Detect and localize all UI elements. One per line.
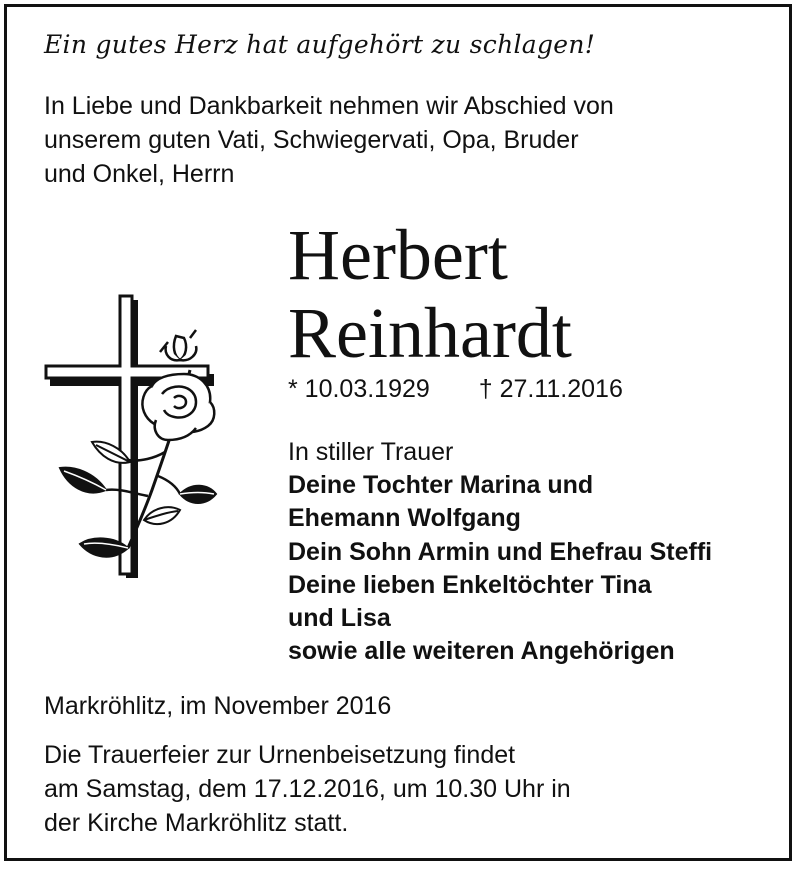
service-line: am Samstag, dem 17.12.2016, um 10.30 Uhr in bbox=[44, 775, 571, 803]
mourner-line: sowie alle weiteren Angehörigen bbox=[288, 637, 675, 666]
cross-with-rose-icon bbox=[40, 290, 220, 590]
deceased-last-name: Reinhardt bbox=[288, 293, 572, 373]
intro-line: In Liebe und Dankbarkeit nehmen wir Abschied von bbox=[44, 92, 614, 120]
mourner-line: und Lisa bbox=[288, 604, 391, 633]
mourners-block bbox=[288, 436, 712, 668]
deceased-first-name: Herbert bbox=[288, 215, 508, 295]
mourner-line: Ehemann Wolfgang bbox=[288, 504, 521, 533]
motto: Ein gutes Herz hat aufgehört zu schlagen! bbox=[44, 30, 596, 59]
service-line: Die Trauerfeier zur Urnenbeisetzung findet bbox=[44, 741, 516, 769]
intro-text bbox=[44, 89, 614, 191]
service-line: der Kirche Markröhlitz statt. bbox=[44, 809, 349, 837]
deceased-name bbox=[288, 216, 572, 372]
mourner-line: Dein Sohn Armin und Ehefrau Steffi bbox=[288, 537, 713, 566]
funeral-service-info bbox=[44, 738, 571, 840]
mourner-line: Deine lieben Enkeltöchter Tina bbox=[288, 570, 652, 599]
life-dates bbox=[288, 375, 623, 404]
mourners-heading: In stiller Trauer bbox=[288, 438, 454, 466]
mourner-line: Deine Tochter Marina und bbox=[288, 471, 594, 500]
cross-with-rose-graphic bbox=[40, 290, 220, 590]
intro-line: und Onkel, Herrn bbox=[44, 160, 235, 188]
place-and-date: Markröhlitz, im November 2016 bbox=[44, 692, 392, 720]
death-date: † 27.11.2016 bbox=[478, 375, 623, 403]
birth-date: * 10.03.1929 bbox=[288, 375, 430, 403]
intro-line: unserem guten Vati, Schwiegervati, Opa, Bruder bbox=[44, 126, 579, 154]
